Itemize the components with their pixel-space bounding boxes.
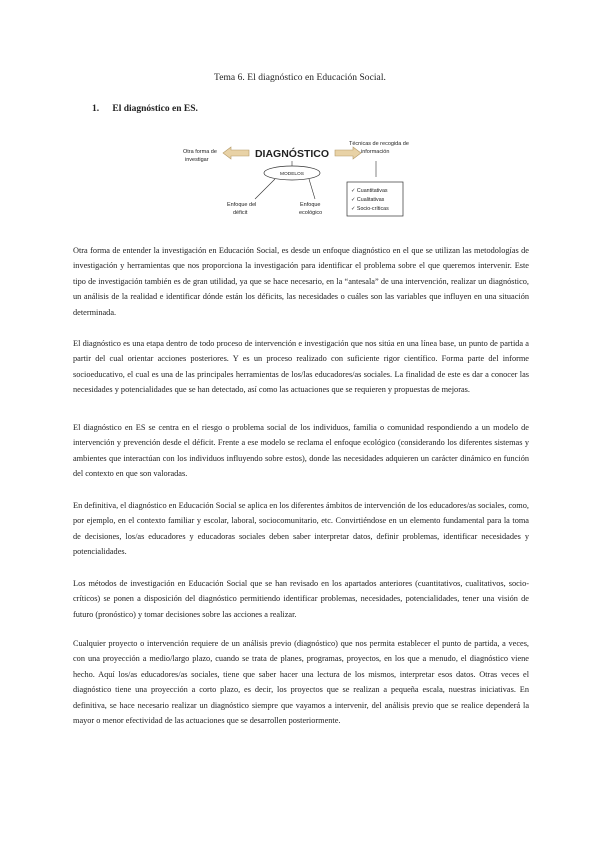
diagram-center-label: DIAGNÓSTICO [254,148,330,160]
model-left-line1: Enfoque del [227,202,257,208]
check-mark-icon: ✓ [351,197,357,203]
right-label-line2: información [361,149,390,155]
check-mark-icon: ✓ [351,206,357,212]
right-label-line1: Técnicas de recogida de [349,141,409,147]
paragraph-2: El diagnóstico es una etapa dentro de todo proceso de intervención e investigación que nos sitúa en una línea base, un punto de partida a partir del cual orientar acciones posteriores. Y es un proceso realizado con suficiente rigor científico. Forma parte del informe socioeducativo, el cual es una de las principales herramientas de los/las educadores/as sociales. La finalidad de este es dar a conocer las necesidades y potencialidades que se han detectado, así como las actuaciones que se requieren y propuestas de mejoras. [73,339,529,395]
checklist-item-label: Cualitativas [356,197,385,203]
paragraph-3: El diagnóstico en ES se centra en el riesgo o problema social de los individuos, familia o comunidad respondiendo a un modelo de intervención y prevención desde el déficit. Frente a ese modelo se reclama el enfoque ecológico (considerando los diferentes sistemas y ambientes que interactúan con los individuos influyendo sobre estos), donde las necesidades adquieren un carácter dinámico en función del contexto en que son valoradas. [73,423,529,479]
checklist-item [351,188,388,194]
checklist-item [351,206,389,212]
branch-right [309,179,315,199]
checklist-item [351,197,385,203]
section-heading [92,104,198,114]
paragraph-4: En definitiva, el diagnóstico en Educación Social se aplica en los diferentes ámbitos de intervención de los educadores/as sociales, como, por ejemplo, en el contexto familiar y escolar, laboral, sociocomunitario, etc. Convirtiéndose en un elemento fundamental para la toma de decisiones, los/as educadores y educadoras sociales deben saber interpretar datos, definir problemas, identificar necesidades y potencialidades. [73,501,529,557]
section-number: 1. [92,104,100,114]
models-label: MODELOS [280,172,304,177]
paragraph-1: Otra forma de entender la investigación en Educación Social, es desde un enfoque diagnóstico en el que se utilizan las metodologías de investigación y herramientas que nos proporciona la investigación para identificar el problema sobre el que queremos intervenir. Este tipo de investigación también es de gran utilidad, ya que se hace necesario, en la “antesala” de una intervención, realizar un diagnóstico, un análisis de la realidad e identificar dónde están los déficits, las necesidades o cuáles son las variables que influyen en una situación determinada. [73,246,529,317]
diagram-left-label [183,149,218,163]
model-left-label [227,202,258,216]
branch-left [255,179,275,199]
checklist-item-label: Cuantitativas [356,188,388,194]
model-right-line2: ecológico [299,210,323,216]
diagnostic-diagram [175,133,435,223]
page-title: Tema 6. El diagnóstico en Educación Social. [214,73,386,83]
model-left-line2: déficit [233,210,248,216]
left-arrow [223,147,249,159]
paragraph-5: Los métodos de investigación en Educación Social que se han revisado en los apartados anteriores (cuantitativos, cualitativos, socio-críticos) se ponen a disposición del diagnóstico permitiendo identificar problemas, necesidades, potencialidades, tener una visión de futuro (pronóstico) y tomar decisiones sobre las acciones a realizar. [73,579,529,619]
right-arrow [335,147,361,159]
section-title: El diagnóstico en ES. [112,104,198,114]
model-right-label [299,202,322,216]
model-right-line1: Enfoque [300,202,321,208]
checklist-item-label: Socio-críticas [356,206,389,212]
paragraph-6: Cualquier proyecto o intervención requiere de un análisis previo (diagnóstico) que nos permita establecer el punto de partida, a veces, con una proyección a medio/largo plazo, cuando se trata de planes, programas, proyectos, en los que a menudo, el diagnóstico viene hecho. Aquí los/as educadores/as sociales, tiene que saber hacer una lectura de los mismos, interpretar esos datos. Otras veces el diagnóstico tiene una proyección a corto plazo, es decir, los proyectos que se realizan a pequeña escala, nuestras iniciativas. En definitiva, se hace necesario realizar un diagnóstico siempre que vayamos a intervenir, del análisis previo que se realice dependerá la mayor o menor efectividad de las actuaciones que se desarrollen posteriormente. [73,639,529,726]
left-label-line1: Otra forma de [183,149,217,155]
check-mark-icon: ✓ [351,188,357,194]
left-label-line2: investigar [185,157,209,163]
